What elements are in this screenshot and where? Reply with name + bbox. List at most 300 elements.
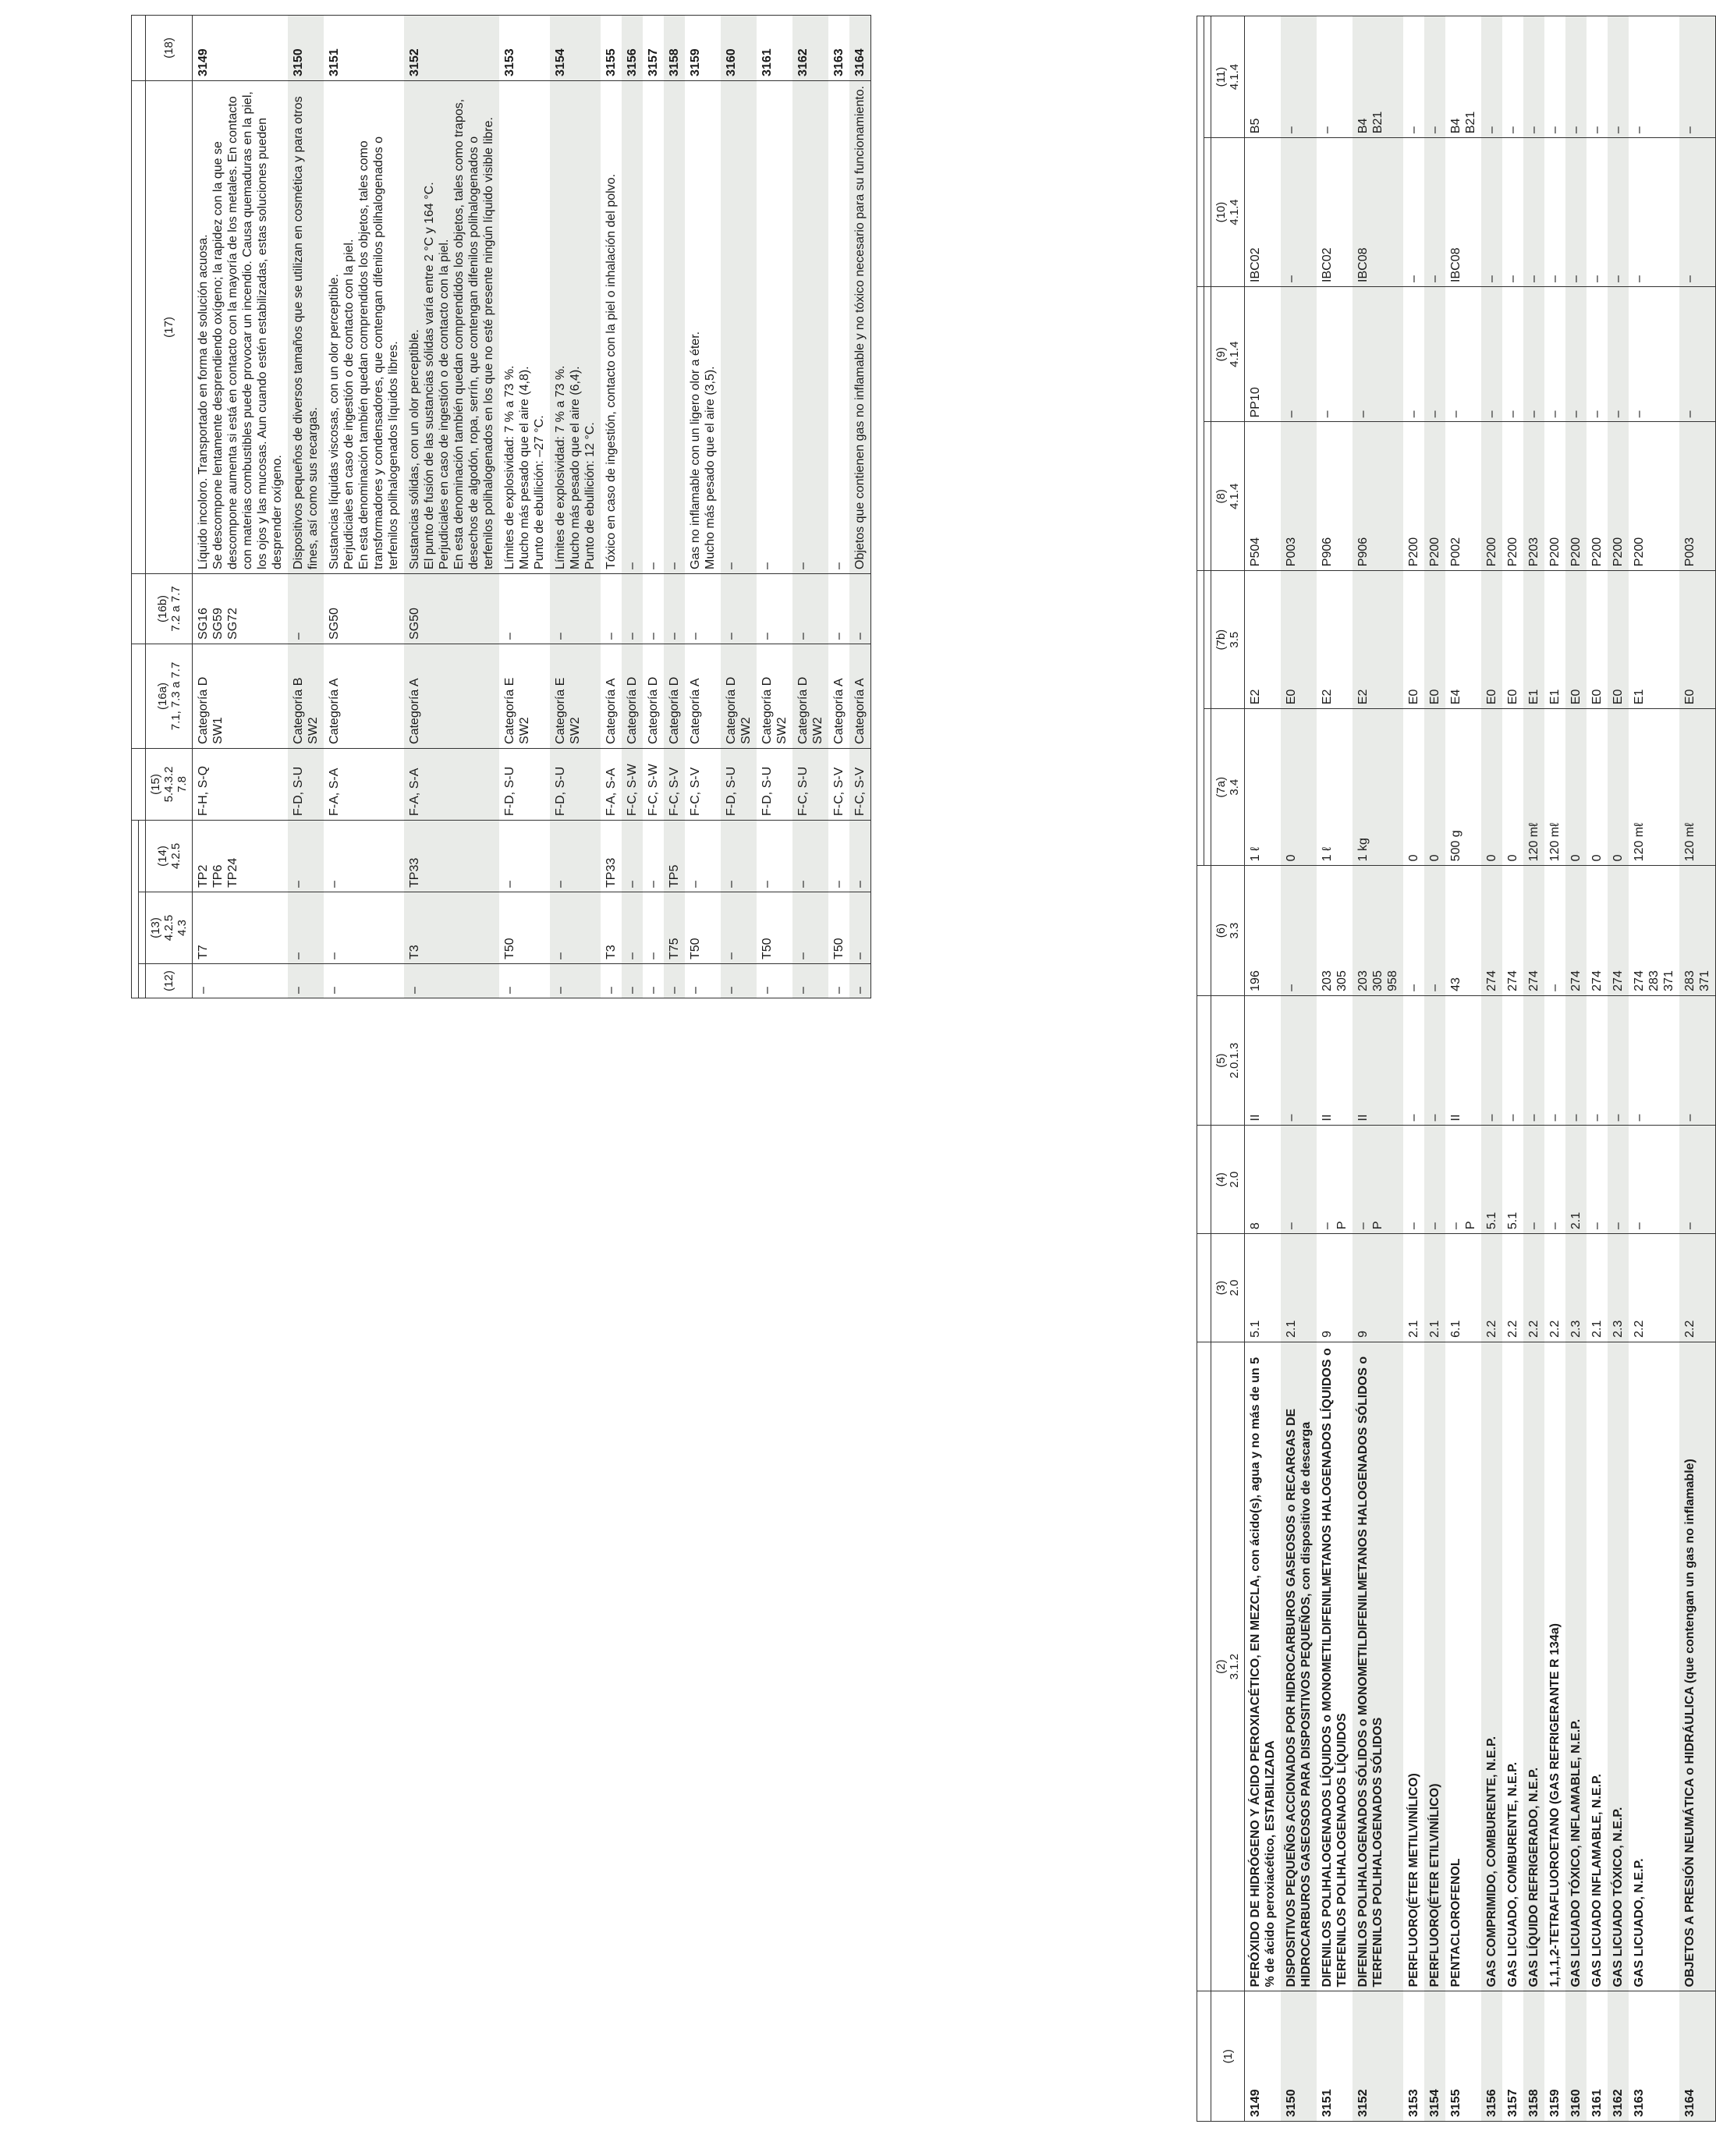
ibc-instruction: –: [1608, 138, 1629, 287]
special-provisions: 203 305: [1317, 866, 1353, 996]
table-row: [685, 15, 721, 998]
ibc-instruction: –: [1629, 138, 1679, 287]
special-provisions: 274: [1565, 866, 1587, 996]
packing-instruction: P200: [1608, 422, 1629, 571]
segregation: –: [664, 573, 685, 644]
column-number: (12): [146, 964, 193, 998]
ems-code: F-C, S-V: [664, 748, 685, 820]
limited-quantity: 500 g: [1445, 709, 1481, 866]
ems-code: F-A, S-A: [601, 748, 622, 820]
segregation: –: [601, 573, 622, 644]
table-row: [664, 15, 685, 998]
tank-provision: –: [721, 820, 757, 892]
excepted-quantity: E0: [1679, 571, 1716, 709]
limited-quantity: 0: [1424, 709, 1445, 866]
packing-group: II: [1317, 995, 1353, 1126]
class-division: 2.3: [1608, 1234, 1629, 1342]
stowage-handling: Categoría E SW2: [499, 644, 550, 748]
column-number: (4) 2.0: [1211, 1126, 1245, 1234]
excepted-quantity: E1: [1544, 571, 1565, 709]
segregation: –: [721, 573, 757, 644]
packing-provision: –: [1281, 286, 1317, 421]
stowage-handling: Categoría E SW2: [550, 644, 601, 748]
limited-quantity: 120 mℓ: [1629, 709, 1679, 866]
packing-instruction: P200: [1629, 422, 1679, 571]
ems-code: F-C, S-V: [828, 748, 849, 820]
column-number: (15) 5.4.3.2 7.8: [146, 748, 193, 820]
table-row: [1445, 16, 1481, 2122]
header-tank-instr: [139, 892, 146, 964]
stowage-handling: Categoría D: [643, 644, 664, 748]
table-row: [1565, 16, 1587, 2122]
shipping-name: GAS LICUADO INFLAMABLE, N.E.P.: [1587, 1342, 1608, 1991]
stowage-handling: Categoría A: [849, 644, 871, 748]
special-provisions: 274: [1608, 866, 1629, 996]
header-un-right: [132, 15, 146, 80]
un-number: 3150: [288, 15, 324, 80]
un-number: 3156: [622, 15, 643, 80]
tank-instruction: –: [550, 892, 601, 964]
excepted-quantity: E0: [1403, 571, 1424, 709]
packing-provision: –: [1679, 286, 1716, 421]
limited-quantity: 1 kg: [1353, 709, 1403, 866]
un-number: 3163: [828, 15, 849, 80]
excepted-quantity: E0: [1481, 571, 1502, 709]
subsidiary-risk: 5.1: [1502, 1126, 1523, 1234]
column-12: –: [721, 964, 757, 998]
excepted-quantity: E0: [1502, 571, 1523, 709]
table-row: [643, 15, 664, 998]
class-division: 5.1: [1245, 1234, 1282, 1342]
ibc-provision: –: [1608, 16, 1629, 138]
header-class: [1197, 1234, 1211, 1342]
packing-group: –: [1608, 995, 1629, 1126]
tank-provision: –: [324, 820, 404, 892]
limited-quantity: 1 ℓ: [1317, 709, 1353, 866]
segregation: SG50: [324, 573, 404, 644]
class-division: 2.2: [1523, 1234, 1544, 1342]
packing-group: –: [1544, 995, 1565, 1126]
tank-provision: TP33: [601, 820, 622, 892]
column-number: (7b) 3.5: [1211, 571, 1245, 709]
ibc-provision: B5: [1245, 16, 1282, 138]
un-number: 3158: [1523, 1991, 1544, 2122]
excepted-quantity: E0: [1565, 571, 1587, 709]
un-number: 3163: [1629, 1991, 1679, 2122]
un-number: 3158: [664, 15, 685, 80]
packing-group: –: [1424, 995, 1445, 1126]
packing-instruction: P200: [1502, 422, 1523, 571]
header-name: [1197, 1342, 1211, 1991]
ibc-instruction: IBC08: [1353, 138, 1403, 287]
ibc-provision: –: [1481, 16, 1502, 138]
column-12: –: [622, 964, 643, 998]
tank-instruction: –: [849, 892, 871, 964]
packing-provision: –: [1445, 286, 1481, 421]
packing-group: II: [1445, 995, 1481, 1126]
subsidiary-risk: –: [1629, 1126, 1679, 1234]
segregation: –: [757, 573, 792, 644]
properties-observations: –: [643, 80, 664, 573]
tank-instruction: T50: [757, 892, 792, 964]
right-number-row: [146, 15, 193, 998]
ibc-provision: –: [1565, 16, 1587, 138]
column-number: (14) 4.2.5: [146, 820, 193, 892]
excepted-quantity: E0: [1587, 571, 1608, 709]
tank-provision: –: [550, 820, 601, 892]
ibc-provision: B4 B21: [1353, 16, 1403, 138]
table-row: [1281, 16, 1317, 2122]
ems-code: F-D, S-U: [499, 748, 550, 820]
stowage-handling: Categoría A: [324, 644, 404, 748]
segregation: –: [288, 573, 324, 644]
packing-group: –: [1629, 995, 1679, 1126]
shipping-name: PERFLUORO(ÉTER ETILVINÍLICO): [1424, 1342, 1445, 1991]
stowage-handling: Categoría D SW2: [792, 644, 828, 748]
column-12: –: [193, 964, 289, 998]
shipping-name: DISPOSITIVOS PEQUEÑOS ACCIONADOS POR HIDROCARBUROS GASEOSOS o RECARGAS DE HIDROCARBUROS GASEOSOS PARA DISPOSITIVOS PEQUEÑOS, con dispositivo de descarga: [1281, 1342, 1317, 1991]
class-division: 2.2: [1481, 1234, 1502, 1342]
subsidiary-risk: – P: [1317, 1126, 1353, 1234]
table-row: [1353, 16, 1403, 2122]
header-risk: [1197, 1126, 1211, 1234]
un-number: 3155: [601, 15, 622, 80]
class-division: 2.1: [1424, 1234, 1445, 1342]
table-row: [404, 15, 499, 998]
un-number: 3152: [404, 15, 499, 80]
header-pk-instr: [1204, 422, 1211, 571]
table-row: [550, 15, 601, 998]
segregation: –: [792, 573, 828, 644]
segregation: SG50: [404, 573, 499, 644]
column-number: (13) 4.2.5 4.3: [146, 892, 193, 964]
properties-observations: –: [828, 80, 849, 573]
table-row: [1523, 16, 1544, 2122]
un-number: 3155: [1445, 1991, 1481, 2122]
segregation: –: [550, 573, 601, 644]
packing-provision: –: [1353, 286, 1403, 421]
ibc-provision: –: [1523, 16, 1544, 138]
column-12: –: [499, 964, 550, 998]
special-provisions: 274: [1502, 866, 1523, 996]
properties-observations: Sustancias líquidas viscosas, con un olor perceptible. Perjudiciales en caso de ingestión o de contacto con la piel. En esta denominación también quedan comprendidos los objetos, tales como transformadores y condensadores, que contengan difenilos polihalogenados o terfenilos polihalogenados líquidos libres.: [324, 80, 404, 573]
un-number: 3162: [792, 15, 828, 80]
limited-quantity: 120 mℓ: [1523, 709, 1544, 866]
header-rig-instr: [1204, 138, 1211, 287]
packing-group: –: [1587, 995, 1608, 1126]
table-row: [1629, 16, 1679, 2122]
header-rig: [1197, 16, 1204, 287]
tank-instruction: T50: [828, 892, 849, 964]
subsidiary-risk: –: [1679, 1126, 1716, 1234]
excepted-quantity: E4: [1445, 571, 1481, 709]
shipping-name: GAS LICUADO, N.E.P.: [1629, 1342, 1679, 1991]
packing-group: II: [1353, 995, 1403, 1126]
tank-provision: –: [792, 820, 828, 892]
limited-quantity: 0: [1403, 709, 1424, 866]
column-number: (5) 2.0.1.3: [1211, 995, 1245, 1126]
table-row: [1245, 16, 1282, 2122]
packing-provision: –: [1587, 286, 1608, 421]
class-division: 2.2: [1544, 1234, 1565, 1342]
excepted-quantity: E2: [1245, 571, 1282, 709]
shipping-name: DIFENILOS POLIHALOGENADOS LÍQUIDOS o MONOMETILDIFENILMETANOS HALOGENADOS LÍQUIDOS o TERFENILOS POLIHALOGENADOS LÍQUIDOS: [1317, 1342, 1353, 1991]
tank-provision: –: [288, 820, 324, 892]
ems-code: F-C, S-W: [622, 748, 643, 820]
limited-quantity: 0: [1502, 709, 1523, 866]
header-rig-prov: [1204, 16, 1211, 138]
special-provisions: 196: [1245, 866, 1282, 996]
packing-provision: –: [1544, 286, 1565, 421]
un-number: 3153: [1403, 1991, 1424, 2122]
ems-code: F-A, S-A: [324, 748, 404, 820]
tank-instruction: –: [324, 892, 404, 964]
ibc-instruction: –: [1481, 138, 1502, 287]
properties-observations: Tóxico en caso de ingestión, contacto con la piel o inhalación del polvo.: [601, 80, 622, 573]
packing-group: –: [1523, 995, 1544, 1126]
shipping-name: OBJETOS A PRESIÓN NEUMÁTICA o HIDRÁULICA (que contengan un gas no inflamable): [1679, 1342, 1716, 1991]
ibc-instruction: IBC02: [1317, 138, 1353, 287]
stowage-handling: Categoría D SW1: [193, 644, 289, 748]
packing-instruction: P002: [1445, 422, 1481, 571]
packing-instruction: P906: [1353, 422, 1403, 571]
table-row: [828, 15, 849, 998]
limited-quantity: 0: [1281, 709, 1317, 866]
un-number: 3149: [193, 15, 289, 80]
excepted-quantity: E0: [1424, 571, 1445, 709]
shipping-name: PENTACLOROFENOL: [1445, 1342, 1481, 1991]
column-number: (10) 4.1.4: [1211, 138, 1245, 287]
properties-observations: Sustancias sólidas, con un olor perceptible. El punto de fusión de las sustancias sólidas varía entre 2 °C y 164 °C. Perjudiciales en caso de ingestión o de contacto con la piel. En esta denominación también quedan comprendidos los objetos, tales como trapos, desechos de algodón, ropa, serrín, que contengan difenilos polihalogenados o terfenilos polihalogenados en los que no esté presente ningún líquido visible libre.: [404, 80, 499, 573]
subsidiary-risk: – P: [1445, 1126, 1481, 1234]
column-number: (11) 4.1.4: [1211, 16, 1245, 138]
subsidiary-risk: –: [1587, 1126, 1608, 1234]
shipping-name: PERFLUORO(ÉTER METILVINÍLICO): [1403, 1342, 1424, 1991]
limited-quantity: 120 mℓ: [1544, 709, 1565, 866]
properties-observations: Gas no inflamable con un ligero olor a éter. Mucho más pesado que el aire (3,5).: [685, 80, 721, 573]
un-number: 3152: [1353, 1991, 1403, 2122]
tank-instruction: T7: [193, 892, 289, 964]
ibc-provision: –: [1629, 16, 1679, 138]
properties-observations: Objetos que contienen gas no inflamable y no tóxico necesario para su funcionamiento.: [849, 80, 871, 573]
tank-instruction: –: [792, 892, 828, 964]
ibc-provision: –: [1317, 16, 1353, 138]
subsidiary-risk: –: [1523, 1126, 1544, 1234]
special-provisions: –: [1544, 866, 1565, 996]
limited-quantity: 0: [1565, 709, 1587, 866]
properties-observations: Líquido incoloro. Transportado en forma de solución acuosa. Se descompone lentamente desprendiendo oxígeno; la rapidez con la que se descompone aumenta si está en contacto con la mayoría de los metales. En contacto con materias combustibles puede provocar un incendio. Causa quemaduras en la piel, los ojos y las mucosas. Aun cuando estén estabilizadas, estas soluciones pueden desprender oxígeno.: [193, 80, 289, 573]
class-division: 2.2: [1502, 1234, 1523, 1342]
ems-code: F-D, S-U: [721, 748, 757, 820]
segregation: –: [643, 573, 664, 644]
ibc-instruction: –: [1403, 138, 1424, 287]
column-12: –: [664, 964, 685, 998]
stowage-handling: Categoría D SW2: [721, 644, 757, 748]
header-fem: [132, 748, 146, 820]
properties-observations: Límites de explosividad: 7 % a 73 %. Mucho más pesado que el aire (6,4). Punto de ebullición: 12 °C.: [550, 80, 601, 573]
tank-instruction: T50: [499, 892, 550, 964]
excepted-quantity: E0: [1281, 571, 1317, 709]
un-number: 3149: [1245, 1991, 1282, 2122]
segregation: –: [685, 573, 721, 644]
packing-instruction: P200: [1481, 422, 1502, 571]
class-division: 2.1: [1403, 1234, 1424, 1342]
column-12: –: [828, 964, 849, 998]
segregation: SG16 SG59 SG72: [193, 573, 289, 644]
properties-observations: –: [664, 80, 685, 573]
segregation: –: [828, 573, 849, 644]
un-number: 3150: [1281, 1991, 1317, 2122]
column-number: (8) 4.1.4: [1211, 422, 1245, 571]
table-row: [1544, 16, 1565, 2122]
header-packing: [1197, 286, 1204, 570]
un-number: 3151: [1317, 1991, 1353, 2122]
column-12: –: [404, 964, 499, 998]
properties-observations: –: [757, 80, 792, 573]
left-header-row-1: [1197, 16, 1204, 2122]
ibc-instruction: –: [1523, 138, 1544, 287]
limited-quantity: 1 ℓ: [1245, 709, 1282, 866]
shipping-name: PERÓXIDO DE HIDRÓGENO Y ÁCIDO PEROXIACÉTICO, EN MEZCLA, con ácido(s), agua y no más de un 5 % de ácido peroxiacético, ESTABILIZADA: [1245, 1342, 1282, 1991]
column-number: (6) 3.3: [1211, 866, 1245, 996]
packing-provision: –: [1629, 286, 1679, 421]
table-row: [601, 15, 622, 998]
right-table: [131, 15, 871, 998]
ibc-provision: –: [1403, 16, 1424, 138]
subsidiary-risk: –: [1544, 1126, 1565, 1234]
ibc-instruction: IBC08: [1445, 138, 1481, 287]
header-seg: [132, 573, 146, 644]
packing-group: –: [1481, 995, 1502, 1126]
un-number: 3159: [685, 15, 721, 80]
ems-code: F-D, S-U: [550, 748, 601, 820]
tank-provision: –: [685, 820, 721, 892]
special-provisions: 274: [1523, 866, 1544, 996]
special-provisions: 274 283 371: [1629, 866, 1679, 996]
column-number: (7a) 3.4: [1211, 709, 1245, 866]
right-table-body: [193, 15, 871, 998]
excepted-quantity: E1: [1629, 571, 1679, 709]
properties-observations: Dispositivos pequeños de diversos tamaños que se utilizan en cosmética y para otros fines, así como sus recargas.: [288, 80, 324, 573]
ems-code: F-C, S-U: [792, 748, 828, 820]
un-number: 3157: [1502, 1991, 1523, 2122]
un-number: 3157: [643, 15, 664, 80]
un-number: 3151: [324, 15, 404, 80]
class-division: 2.2: [1629, 1234, 1679, 1342]
tank-instruction: –: [721, 892, 757, 964]
packing-provision: PP10: [1245, 286, 1282, 421]
ems-code: F-C, S-V: [685, 748, 721, 820]
properties-observations: –: [721, 80, 757, 573]
ibc-provision: B4 B21: [1445, 16, 1481, 138]
ems-code: F-A, S-A: [404, 748, 499, 820]
column-number: (1): [1211, 1991, 1245, 2122]
un-number: 3159: [1544, 1991, 1565, 2122]
table-row: [499, 15, 550, 998]
packing-instruction: P200: [1544, 422, 1565, 571]
stowage-handling: Categoría B SW2: [288, 644, 324, 748]
column-number: (18): [146, 15, 193, 80]
table-row: [849, 15, 871, 998]
properties-observations: –: [792, 80, 828, 573]
column-12: –: [550, 964, 601, 998]
left-number-row: [1211, 16, 1245, 2122]
subsidiary-risk: 2.1: [1565, 1126, 1587, 1234]
column-number: (9) 4.1.4: [1211, 286, 1245, 421]
limited-quantity: 0: [1587, 709, 1608, 866]
subsidiary-risk: –: [1281, 1126, 1317, 1234]
table-row: [288, 15, 324, 998]
packing-provision: –: [1565, 286, 1587, 421]
column-12: –: [324, 964, 404, 998]
packing-group: –: [1403, 995, 1424, 1126]
ems-code: F-C, S-V: [849, 748, 871, 820]
excepted-quantity: E0: [1608, 571, 1629, 709]
ibc-provision: –: [1679, 16, 1716, 138]
packing-instruction: P200: [1565, 422, 1587, 571]
header-limited: [1204, 709, 1211, 866]
ibc-provision: –: [1544, 16, 1565, 138]
tank-instruction: –: [643, 892, 664, 964]
excepted-quantity: E1: [1523, 571, 1544, 709]
segregation: –: [499, 573, 550, 644]
ibc-instruction: –: [1587, 138, 1608, 287]
header-un: [1197, 1991, 1211, 2122]
table-row: [324, 15, 404, 998]
ems-code: F-D, S-U: [288, 748, 324, 820]
packing-provision: –: [1523, 286, 1544, 421]
header-props: [132, 80, 146, 573]
table-row: [1317, 16, 1353, 2122]
tank-instruction: T75: [664, 892, 685, 964]
packing-instruction: P200: [1403, 422, 1424, 571]
class-division: 9: [1353, 1234, 1403, 1342]
shipping-name: GAS COMPRIMIDO, COMBURENTE, N.E.P.: [1481, 1342, 1502, 1991]
un-number: 3161: [1587, 1991, 1608, 2122]
packing-group: –: [1502, 995, 1523, 1126]
special-provisions: 283 371: [1679, 866, 1716, 996]
shipping-name: 1,1,1,2-TETRAFLUOROETANO (GAS REFRIGERANTE R 134a): [1544, 1342, 1565, 1991]
tank-instruction: T3: [601, 892, 622, 964]
excepted-quantity: E2: [1317, 571, 1353, 709]
un-number: 3160: [1565, 1991, 1587, 2122]
header-stow: [132, 644, 146, 748]
packing-instruction: P203: [1523, 422, 1544, 571]
class-division: 2.2: [1679, 1234, 1716, 1342]
ems-code: F-C, S-W: [643, 748, 664, 820]
subsidiary-risk: – P: [1353, 1126, 1403, 1234]
header-packing-group: [1197, 995, 1211, 1126]
right-header-row-1: [132, 15, 139, 998]
table-row: [757, 15, 792, 998]
shipping-name: DIFENILOS POLIHALOGENADOS SÓLIDOS o MONOMETILDIFENILMETANOS HALOGENADOS SÓLIDOS o TERFENILOS POLIHALOGENADOS SÓLIDOS: [1353, 1342, 1403, 1991]
un-number: 3161: [757, 15, 792, 80]
packing-instruction: P906: [1317, 422, 1353, 571]
ibc-instruction: IBC02: [1245, 138, 1282, 287]
table-row: [193, 15, 289, 998]
column-number: (2) 3.1.2: [1211, 1342, 1245, 1991]
packing-provision: –: [1317, 286, 1353, 421]
packing-group: II: [1245, 995, 1282, 1126]
column-12: –: [849, 964, 871, 998]
ibc-instruction: –: [1502, 138, 1523, 287]
limited-quantity: 0: [1481, 709, 1502, 866]
packing-instruction: P200: [1587, 422, 1608, 571]
packing-group: –: [1679, 995, 1716, 1126]
subsidiary-risk: –: [1424, 1126, 1445, 1234]
table-row: [1608, 16, 1629, 2122]
column-number: (16b) 7.2 a 7.7: [146, 573, 193, 644]
